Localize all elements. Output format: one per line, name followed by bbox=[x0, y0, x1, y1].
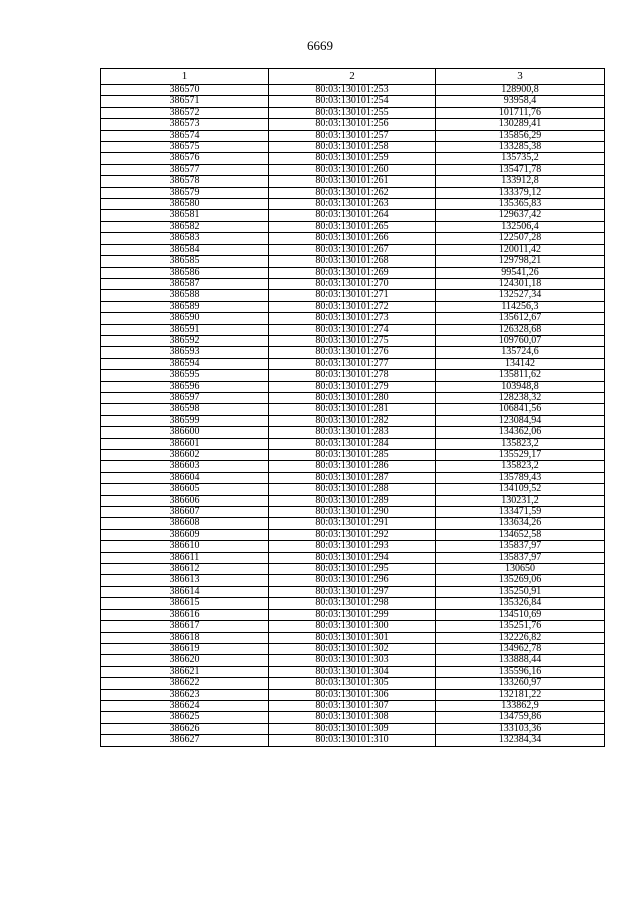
cadastral-number-cell: 80:03:130101:292 bbox=[269, 529, 436, 540]
row-number-cell: 386611 bbox=[101, 552, 269, 563]
value-cell: 134962,78 bbox=[436, 643, 605, 654]
table-row bbox=[101, 564, 605, 575]
row-number-cell: 386590 bbox=[101, 313, 269, 324]
table-row bbox=[101, 313, 605, 324]
cadastral-number-cell: 80:03:130101:278 bbox=[269, 370, 436, 381]
cadastral-number-cell: 80:03:130101:298 bbox=[269, 598, 436, 609]
row-number-cell: 386606 bbox=[101, 495, 269, 506]
value-cell: 132181,22 bbox=[436, 689, 605, 700]
row-number-cell: 386603 bbox=[101, 461, 269, 472]
value-cell: 133888,44 bbox=[436, 655, 605, 666]
value-cell: 124301,18 bbox=[436, 278, 605, 289]
cadastral-number-cell: 80:03:130101:305 bbox=[269, 678, 436, 689]
table-row bbox=[101, 598, 605, 609]
cadastral-number-cell: 80:03:130101:263 bbox=[269, 199, 436, 210]
value-cell: 129798,21 bbox=[436, 256, 605, 267]
value-cell: 135596,16 bbox=[436, 666, 605, 677]
row-number-cell: 386624 bbox=[101, 700, 269, 711]
value-cell: 135811,62 bbox=[436, 370, 605, 381]
cadastral-number-cell: 80:03:130101:276 bbox=[269, 347, 436, 358]
row-number-cell: 386583 bbox=[101, 233, 269, 244]
table-row bbox=[101, 438, 605, 449]
table-row bbox=[101, 370, 605, 381]
row-number-cell: 386581 bbox=[101, 210, 269, 221]
cadastral-number-cell: 80:03:130101:253 bbox=[269, 85, 436, 96]
table-row bbox=[101, 552, 605, 563]
table-row bbox=[101, 119, 605, 130]
row-number-cell: 386602 bbox=[101, 450, 269, 461]
table-row bbox=[101, 666, 605, 677]
cadastral-number-cell: 80:03:130101:294 bbox=[269, 552, 436, 563]
table-header-row bbox=[101, 69, 605, 85]
table-row bbox=[101, 415, 605, 426]
row-number-cell: 386605 bbox=[101, 484, 269, 495]
cadastral-number-cell: 80:03:130101:301 bbox=[269, 632, 436, 643]
row-number-cell: 386579 bbox=[101, 187, 269, 198]
cadastral-number-cell: 80:03:130101:275 bbox=[269, 335, 436, 346]
value-cell: 135789,43 bbox=[436, 472, 605, 483]
table-row bbox=[101, 472, 605, 483]
value-cell: 135269,06 bbox=[436, 575, 605, 586]
table-row bbox=[101, 495, 605, 506]
row-number-cell: 386596 bbox=[101, 381, 269, 392]
row-number-cell: 386599 bbox=[101, 415, 269, 426]
table-row bbox=[101, 256, 605, 267]
cadastral-number-cell: 80:03:130101:259 bbox=[269, 153, 436, 164]
table-row bbox=[101, 575, 605, 586]
cadastral-number-cell: 80:03:130101:304 bbox=[269, 666, 436, 677]
value-cell: 132226,82 bbox=[436, 632, 605, 643]
table-row bbox=[101, 404, 605, 415]
row-number-cell: 386621 bbox=[101, 666, 269, 677]
table-row bbox=[101, 655, 605, 666]
cadastral-number-cell: 80:03:130101:256 bbox=[269, 119, 436, 130]
row-number-cell: 386570 bbox=[101, 85, 269, 96]
row-number-cell: 386580 bbox=[101, 199, 269, 210]
row-number-cell: 386597 bbox=[101, 392, 269, 403]
cadastral-number-cell: 80:03:130101:261 bbox=[269, 176, 436, 187]
row-number-cell: 386577 bbox=[101, 164, 269, 175]
table-row bbox=[101, 643, 605, 654]
value-cell: 134142 bbox=[436, 358, 605, 369]
value-cell: 135471,78 bbox=[436, 164, 605, 175]
row-number-cell: 386620 bbox=[101, 655, 269, 666]
table-row bbox=[101, 142, 605, 153]
value-cell: 123084,94 bbox=[436, 415, 605, 426]
table-row bbox=[101, 700, 605, 711]
cadastral-number-cell: 80:03:130101:306 bbox=[269, 689, 436, 700]
table-row bbox=[101, 735, 605, 746]
value-cell: 132506,4 bbox=[436, 221, 605, 232]
cadastral-number-cell: 80:03:130101:277 bbox=[269, 358, 436, 369]
table-row bbox=[101, 233, 605, 244]
value-cell: 133260,97 bbox=[436, 678, 605, 689]
table-row bbox=[101, 484, 605, 495]
table-row bbox=[101, 199, 605, 210]
cadastral-number-cell: 80:03:130101:270 bbox=[269, 278, 436, 289]
table-row bbox=[101, 689, 605, 700]
value-cell: 122507,28 bbox=[436, 233, 605, 244]
row-number-cell: 386584 bbox=[101, 244, 269, 255]
row-number-cell: 386617 bbox=[101, 621, 269, 632]
table-row bbox=[101, 85, 605, 96]
cadastral-number-cell: 80:03:130101:297 bbox=[269, 586, 436, 597]
table-row bbox=[101, 427, 605, 438]
cadastral-number-cell: 80:03:130101:286 bbox=[269, 461, 436, 472]
value-cell: 135250,91 bbox=[436, 586, 605, 597]
table-row bbox=[101, 324, 605, 335]
value-cell: 114256,3 bbox=[436, 301, 605, 312]
table-row bbox=[101, 518, 605, 529]
cadastral-number-cell: 80:03:130101:293 bbox=[269, 541, 436, 552]
table-row bbox=[101, 381, 605, 392]
table-row bbox=[101, 450, 605, 461]
cadastral-number-cell: 80:03:130101:272 bbox=[269, 301, 436, 312]
cadastral-number-cell: 80:03:130101:268 bbox=[269, 256, 436, 267]
data-table bbox=[100, 68, 605, 747]
row-number-cell: 386578 bbox=[101, 176, 269, 187]
value-cell: 135837,97 bbox=[436, 541, 605, 552]
table-row bbox=[101, 347, 605, 358]
cadastral-number-cell: 80:03:130101:260 bbox=[269, 164, 436, 175]
row-number-cell: 386598 bbox=[101, 404, 269, 415]
value-cell: 99541,26 bbox=[436, 267, 605, 278]
row-number-cell: 386572 bbox=[101, 107, 269, 118]
row-number-cell: 386582 bbox=[101, 221, 269, 232]
cadastral-number-cell: 80:03:130101:281 bbox=[269, 404, 436, 415]
cadastral-number-cell: 80:03:130101:302 bbox=[269, 643, 436, 654]
row-number-cell: 386576 bbox=[101, 153, 269, 164]
value-cell: 128238,32 bbox=[436, 392, 605, 403]
cadastral-number-cell: 80:03:130101:296 bbox=[269, 575, 436, 586]
cadastral-number-cell: 80:03:130101:262 bbox=[269, 187, 436, 198]
row-number-cell: 386627 bbox=[101, 735, 269, 746]
value-cell: 93958,4 bbox=[436, 96, 605, 107]
cadastral-number-cell: 80:03:130101:288 bbox=[269, 484, 436, 495]
table-row bbox=[101, 461, 605, 472]
cadastral-number-cell: 80:03:130101:274 bbox=[269, 324, 436, 335]
cadastral-number-cell: 80:03:130101:258 bbox=[269, 142, 436, 153]
row-number-cell: 386608 bbox=[101, 518, 269, 529]
cadastral-number-cell: 80:03:130101:264 bbox=[269, 210, 436, 221]
value-cell: 133912,8 bbox=[436, 176, 605, 187]
row-number-cell: 386625 bbox=[101, 712, 269, 723]
row-number-cell: 386587 bbox=[101, 278, 269, 289]
value-cell: 120011,42 bbox=[436, 244, 605, 255]
value-cell: 134109,52 bbox=[436, 484, 605, 495]
value-cell: 134759,86 bbox=[436, 712, 605, 723]
value-cell: 133285,38 bbox=[436, 142, 605, 153]
value-cell: 133103,36 bbox=[436, 723, 605, 734]
table-row bbox=[101, 187, 605, 198]
cadastral-number-cell: 80:03:130101:285 bbox=[269, 450, 436, 461]
cadastral-number-cell: 80:03:130101:269 bbox=[269, 267, 436, 278]
row-number-cell: 386585 bbox=[101, 256, 269, 267]
table-row bbox=[101, 221, 605, 232]
table-row bbox=[101, 358, 605, 369]
cadastral-number-cell: 80:03:130101:307 bbox=[269, 700, 436, 711]
cadastral-number-cell: 80:03:130101:267 bbox=[269, 244, 436, 255]
value-cell: 135529,17 bbox=[436, 450, 605, 461]
row-number-cell: 386607 bbox=[101, 507, 269, 518]
value-cell: 134362,06 bbox=[436, 427, 605, 438]
table-row bbox=[101, 392, 605, 403]
value-cell: 135735,2 bbox=[436, 153, 605, 164]
column-header: 1 bbox=[101, 69, 269, 85]
table-row bbox=[101, 210, 605, 221]
value-cell: 134510,69 bbox=[436, 609, 605, 620]
cadastral-number-cell: 80:03:130101:282 bbox=[269, 415, 436, 426]
cadastral-number-cell: 80:03:130101:290 bbox=[269, 507, 436, 518]
table-row bbox=[101, 290, 605, 301]
row-number-cell: 386588 bbox=[101, 290, 269, 301]
cadastral-number-cell: 80:03:130101:291 bbox=[269, 518, 436, 529]
table-row bbox=[101, 335, 605, 346]
cadastral-number-cell: 80:03:130101:280 bbox=[269, 392, 436, 403]
table-row bbox=[101, 153, 605, 164]
value-cell: 129637,42 bbox=[436, 210, 605, 221]
row-number-cell: 386618 bbox=[101, 632, 269, 643]
cadastral-number-cell: 80:03:130101:257 bbox=[269, 130, 436, 141]
cadastral-number-cell: 80:03:130101:303 bbox=[269, 655, 436, 666]
cadastral-number-cell: 80:03:130101:279 bbox=[269, 381, 436, 392]
table-row bbox=[101, 278, 605, 289]
row-number-cell: 386614 bbox=[101, 586, 269, 597]
row-number-cell: 386574 bbox=[101, 130, 269, 141]
table-row bbox=[101, 176, 605, 187]
column-header: 3 bbox=[436, 69, 605, 85]
table-row bbox=[101, 712, 605, 723]
row-number-cell: 386613 bbox=[101, 575, 269, 586]
row-number-cell: 386575 bbox=[101, 142, 269, 153]
row-number-cell: 386610 bbox=[101, 541, 269, 552]
value-cell: 133379,12 bbox=[436, 187, 605, 198]
cadastral-number-cell: 80:03:130101:295 bbox=[269, 564, 436, 575]
cadastral-number-cell: 80:03:130101:308 bbox=[269, 712, 436, 723]
row-number-cell: 386601 bbox=[101, 438, 269, 449]
row-number-cell: 386592 bbox=[101, 335, 269, 346]
table-row bbox=[101, 96, 605, 107]
cadastral-number-cell: 80:03:130101:309 bbox=[269, 723, 436, 734]
value-cell: 130650 bbox=[436, 564, 605, 575]
row-number-cell: 386600 bbox=[101, 427, 269, 438]
table-row bbox=[101, 723, 605, 734]
value-cell: 128900,8 bbox=[436, 85, 605, 96]
table-row bbox=[101, 529, 605, 540]
value-cell: 135837,97 bbox=[436, 552, 605, 563]
value-cell: 135612,67 bbox=[436, 313, 605, 324]
table-row bbox=[101, 301, 605, 312]
table-row bbox=[101, 541, 605, 552]
table-row bbox=[101, 244, 605, 255]
row-number-cell: 386626 bbox=[101, 723, 269, 734]
cadastral-number-cell: 80:03:130101:300 bbox=[269, 621, 436, 632]
value-cell: 135856,29 bbox=[436, 130, 605, 141]
row-number-cell: 386595 bbox=[101, 370, 269, 381]
cadastral-number-cell: 80:03:130101:271 bbox=[269, 290, 436, 301]
value-cell: 135823,2 bbox=[436, 461, 605, 472]
cadastral-number-cell: 80:03:130101:255 bbox=[269, 107, 436, 118]
row-number-cell: 386609 bbox=[101, 529, 269, 540]
row-number-cell: 386604 bbox=[101, 472, 269, 483]
table-row bbox=[101, 164, 605, 175]
row-number-cell: 386589 bbox=[101, 301, 269, 312]
table-row bbox=[101, 586, 605, 597]
value-cell: 126328,68 bbox=[436, 324, 605, 335]
value-cell: 106841,56 bbox=[436, 404, 605, 415]
row-number-cell: 386571 bbox=[101, 96, 269, 107]
row-number-cell: 386612 bbox=[101, 564, 269, 575]
row-number-cell: 386573 bbox=[101, 119, 269, 130]
table-row bbox=[101, 609, 605, 620]
table-row bbox=[101, 632, 605, 643]
value-cell: 135823,2 bbox=[436, 438, 605, 449]
value-cell: 103948,8 bbox=[436, 381, 605, 392]
table-row bbox=[101, 678, 605, 689]
cadastral-number-cell: 80:03:130101:266 bbox=[269, 233, 436, 244]
value-cell: 132527,34 bbox=[436, 290, 605, 301]
cadastral-number-cell: 80:03:130101:310 bbox=[269, 735, 436, 746]
table-row bbox=[101, 130, 605, 141]
cadastral-number-cell: 80:03:130101:265 bbox=[269, 221, 436, 232]
value-cell: 135251,76 bbox=[436, 621, 605, 632]
value-cell: 132384,34 bbox=[436, 735, 605, 746]
cadastral-number-cell: 80:03:130101:284 bbox=[269, 438, 436, 449]
value-cell: 135724,6 bbox=[436, 347, 605, 358]
table-row bbox=[101, 107, 605, 118]
value-cell: 130231,2 bbox=[436, 495, 605, 506]
row-number-cell: 386616 bbox=[101, 609, 269, 620]
cadastral-number-cell: 80:03:130101:287 bbox=[269, 472, 436, 483]
value-cell: 133471,59 bbox=[436, 507, 605, 518]
column-header: 2 bbox=[269, 69, 436, 85]
table-body bbox=[101, 85, 605, 747]
cadastral-number-cell: 80:03:130101:299 bbox=[269, 609, 436, 620]
value-cell: 135326,84 bbox=[436, 598, 605, 609]
value-cell: 135365,83 bbox=[436, 199, 605, 210]
table-row bbox=[101, 507, 605, 518]
row-number-cell: 386622 bbox=[101, 678, 269, 689]
cadastral-number-cell: 80:03:130101:273 bbox=[269, 313, 436, 324]
page-number: 6669 bbox=[307, 38, 333, 53]
value-cell: 133634,26 bbox=[436, 518, 605, 529]
cadastral-number-cell: 80:03:130101:283 bbox=[269, 427, 436, 438]
row-number-cell: 386591 bbox=[101, 324, 269, 335]
row-number-cell: 386619 bbox=[101, 643, 269, 654]
table-row bbox=[101, 267, 605, 278]
row-number-cell: 386615 bbox=[101, 598, 269, 609]
value-cell: 130289,41 bbox=[436, 119, 605, 130]
row-number-cell: 386593 bbox=[101, 347, 269, 358]
value-cell: 133862,9 bbox=[436, 700, 605, 711]
row-number-cell: 386594 bbox=[101, 358, 269, 369]
table-row bbox=[101, 621, 605, 632]
value-cell: 109760,07 bbox=[436, 335, 605, 346]
value-cell: 101711,76 bbox=[436, 107, 605, 118]
cadastral-number-cell: 80:03:130101:254 bbox=[269, 96, 436, 107]
row-number-cell: 386586 bbox=[101, 267, 269, 278]
cadastral-number-cell: 80:03:130101:289 bbox=[269, 495, 436, 506]
row-number-cell: 386623 bbox=[101, 689, 269, 700]
value-cell: 134652,58 bbox=[436, 529, 605, 540]
